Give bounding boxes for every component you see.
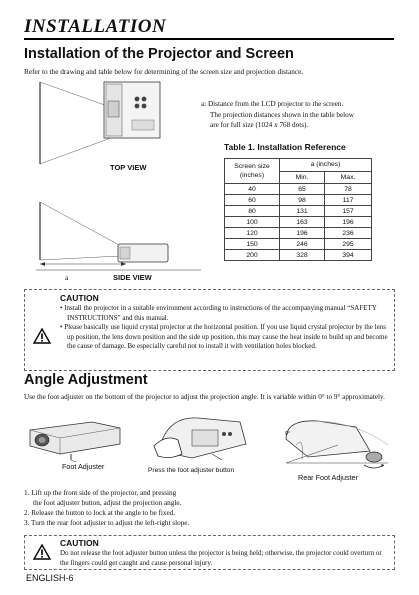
caution-item: • Install the projector in a suitable environment according to instructions of the accompanying manual “SAFETY INSTRUCTIONS” and this manual.: [60, 304, 377, 322]
table-header-min: Min.: [280, 171, 325, 184]
press-button-label: Press the foot adjuster button: [148, 467, 235, 474]
caution-list: [60, 304, 390, 352]
table-header-max: Max.: [325, 171, 372, 184]
page-header-title: INSTALLATION: [24, 16, 167, 37]
table-cell: 295: [325, 239, 372, 250]
top-view-diagram: [36, 76, 196, 166]
warning-icon: [33, 544, 51, 560]
section-intro-angle: Use the foot adjuster on the bottom of the projector to adjust the projection angle. It is variable within 0° to 9° approximately.: [24, 393, 385, 401]
adjustment-steps: [24, 489, 396, 529]
side-view-label: SIDE VIEW: [113, 273, 152, 282]
caution-box-installation: [24, 289, 395, 371]
table-cell: 196: [280, 228, 325, 239]
side-view-diagram: [36, 198, 201, 280]
caution-text: Do not release the foot adjuster button unless the projector is being held; otherwise, the projector could overturn or the fingers could get caught and cause personal injury.: [60, 549, 382, 567]
table-header-screen-size: Screen size (inches): [225, 159, 280, 184]
table-row: [225, 239, 372, 250]
table-cell: 200: [225, 250, 280, 261]
table-cell: 80: [225, 206, 280, 217]
table-cell: 394: [325, 250, 372, 261]
table-cell: 40: [225, 184, 280, 195]
table-row: [225, 217, 372, 228]
table-cell: 157: [325, 206, 372, 217]
table-row: [225, 206, 372, 217]
caution-item: • Please basically use liquid crystal projector at the horizontal position. If you use liquid crystal projector by the lens up position, the lens down position and the side up position, this may cause the heat inside to build up and become the cause of damage. Be especially careful not to install it with ventilation holes blocked.: [60, 323, 388, 351]
table-cell: 60: [225, 195, 280, 206]
header-rule: [24, 38, 394, 40]
distance-a-label: a: [65, 273, 69, 282]
table-cell: 120: [225, 228, 280, 239]
table-cell: 328: [280, 250, 325, 261]
table-row: [225, 184, 372, 195]
table-row: [225, 250, 372, 261]
note-line: The projection distances shown in the table below: [210, 110, 354, 119]
step-item: 1. Lift up the front side of the projector, and pressing the foot adjuster button, adjust the projection angle.: [24, 489, 182, 507]
table-cell: 163: [280, 217, 325, 228]
distance-note: [201, 99, 401, 131]
rear-foot-adjuster-label: Rear Foot Adjuster: [298, 473, 358, 482]
table-cell: 78: [325, 184, 372, 195]
table-row: [225, 195, 372, 206]
table-cell: 117: [325, 195, 372, 206]
press-button-diagram: [152, 410, 252, 466]
table-cell: 65: [280, 184, 325, 195]
section-title-installation: Installation of the Projector and Screen: [24, 46, 294, 62]
caution-box-angle: [24, 535, 395, 570]
warning-icon: [33, 328, 51, 344]
foot-adjuster-label: Foot Adjuster: [62, 462, 105, 471]
table-title: Table 1. Installation Reference: [224, 142, 346, 152]
table-header-group: a (inches): [280, 159, 372, 172]
table-cell: 100: [225, 217, 280, 228]
table-cell: 196: [325, 217, 372, 228]
table-cell: 246: [280, 239, 325, 250]
note-line: a: Distance from the LCD projector to the screen.: [201, 100, 344, 108]
table-row: [225, 228, 372, 239]
step-item: 2. Release the button to lock at the angle to be fixed.: [24, 508, 176, 517]
top-view-label: TOP VIEW: [110, 163, 147, 172]
table-cell: 98: [280, 195, 325, 206]
foot-adjuster-diagram: [26, 418, 126, 464]
step-item: 3. Turn the rear foot adjuster to adjust the left-right slope.: [24, 518, 190, 527]
angle-degree-label: 9°: [285, 431, 291, 437]
caution-title: CAUTION: [60, 538, 99, 548]
table-cell: 150: [225, 239, 280, 250]
installation-reference-table: [224, 158, 372, 261]
rear-foot-diagram: [278, 415, 398, 475]
section-intro-installation: Refer to the drawing and table below for determining of the screen size and projection distance.: [24, 67, 304, 76]
page-number: ENGLISH-6: [26, 573, 74, 583]
section-title-angle: Angle Adjustment: [24, 372, 148, 388]
table-cell: 131: [280, 206, 325, 217]
table-cell: 236: [325, 228, 372, 239]
caution-title: CAUTION: [60, 293, 99, 303]
note-line: are for full size (1024 x 768 dots).: [210, 121, 309, 130]
